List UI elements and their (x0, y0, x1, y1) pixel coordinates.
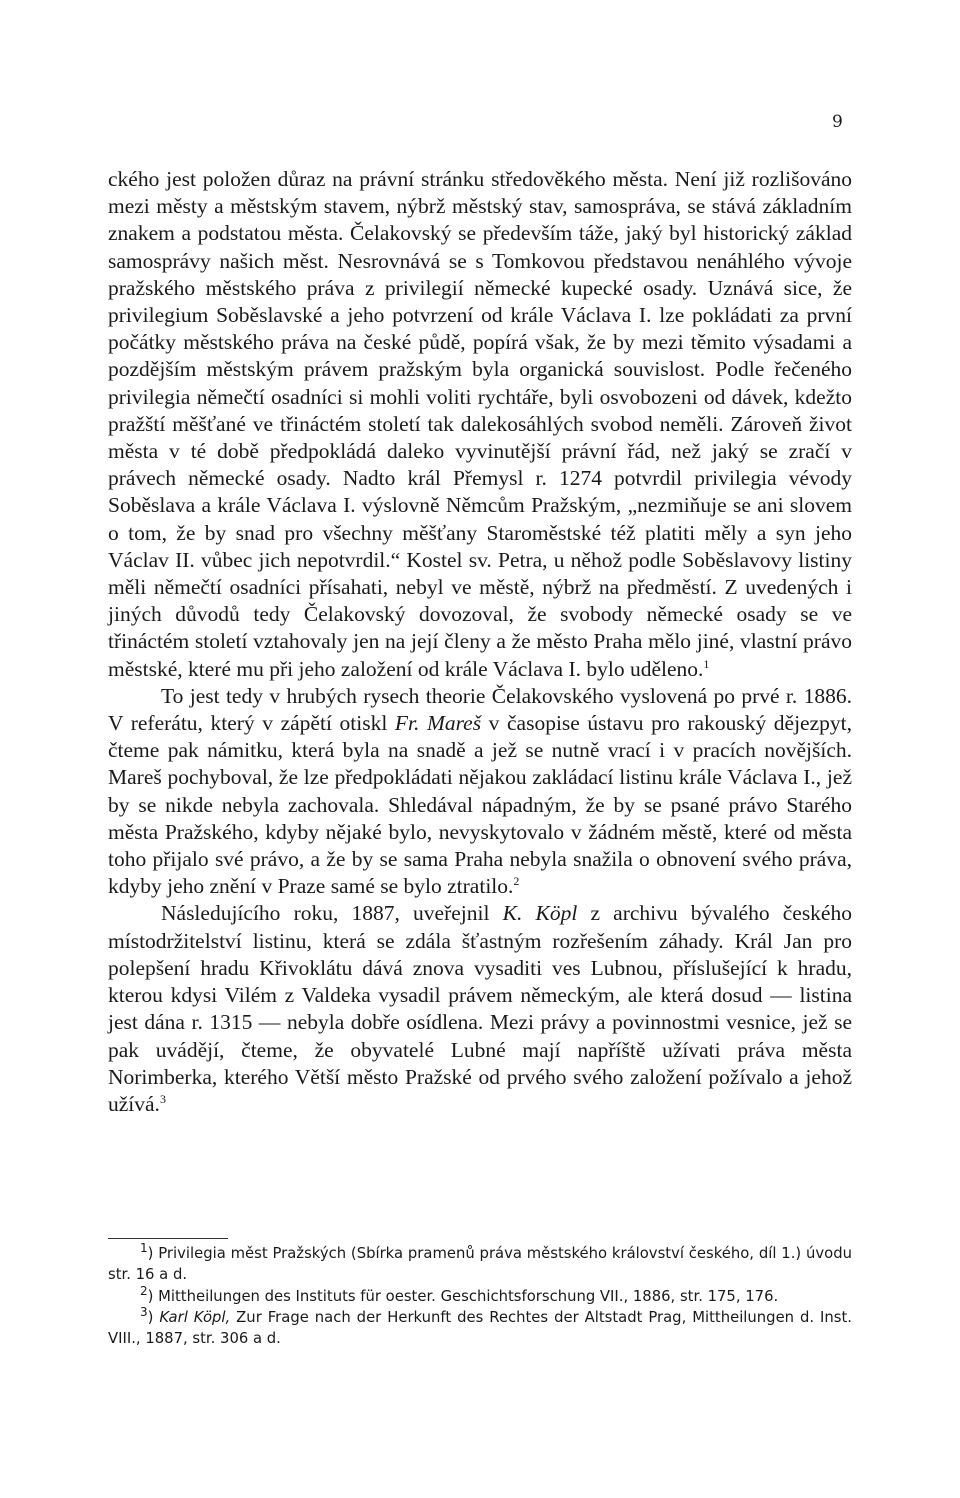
text-run: z archivu bývalého českého místodržitelství listinu, která se zdála šťastným rozřešením záhady. Král Jan pro polepšení hradu Křivoklátu dává znova vysaditi ves Lubnou, příslušející k hradu, kterou kdysi Vilém z Valdeka vysadil právem německým, ale která dosud — listina jest dána r. 1315 — nebyla dobře osídlena. Mezi právy a povinnostmi vesnice, jež se pak uvádějí, čteme, že obyvatelé Lubné mají napříště užívati práva města Norimberka, kterého Větší město Pražské od prvého svého založení požívalo a jehož užívá. (108, 901, 852, 1116)
text-run: To jest tedy v hrubých rysech theorie Čelakovského vyslovená po prvé r. 1886. V referátu, který v zápětí otiskl (108, 683, 852, 736)
footnote-reference: 1 (703, 656, 710, 671)
footnote-marker: 1 (140, 1241, 148, 1256)
paragraph (108, 900, 852, 1118)
text-run: Zur Frage nach der Herkunft des Rechtes der Altstadt Prag, Mittheilungen d. Inst. VIII., 1887, str. 306 a d. (108, 1308, 853, 1348)
page-number: 9 (832, 112, 843, 132)
footnote-reference: 2 (513, 874, 520, 889)
text-run: ckého jest položen důraz na právní stránku středověkého města. Není již rozlišováno mezi městy a městským stavem, nýbrž městský stav, samospráva, se stává základním znakem a podstatou města. Čelakovský se především táže, jaký byl historický základ samosprávy našich měst. Nesrovnává se s Tomkovou představou nenáhlého vývoje pražského městského práva z privilegií německé kupecké osady. Uznává sice, že privilegium Soběslavské a jeho potvrzení od krále Václava I. lze pokládati za první počátky městského práva na české půdě, popírá však, že by mezi těmito výsadami a pozdějším městským právem pražským byla organická souvislost. Podle řečeného privilegia němečtí osadníci si mohli voliti rychtáře, byli osvobozeni od dávek, kdežto pražští měšťané ve třináctém století tak dalekosáhlých svobod neměli. Zároveň život města v té době předpokládá daleko vyvinutější právní řád, než jaký se zračí v právech německé osady. Nadto král Přemysl r. 1274 potvrdil privilegia vévody Soběslava a krále Václava I. výslovně Němcům Pražským, „nezmiňuje se ani slovem o tom, že by snad pro všechny měšťany Staroměstské též platiti měly a syn jeho Václav II. vůbec jich nepotvrdil.“ Kostel sv. Petra, u něhož podle Soběslavovy listiny měli němečtí osadníci přísahati, nebyl ve městě, nýbrž na předměstí. Z uvedených i jiných důvodů tedy Čelakovský dovozoval, že svobody německé osady se ve třináctém století vztahovaly jen na její členy a že město Praha mělo jiné, vlastní právo městské, které mu při jeho založení od krále Václava I. bylo uděleno. (108, 167, 852, 681)
italic-text: K. Köpl (502, 901, 578, 926)
paragraph (108, 166, 852, 683)
italic-text: Karl Köpl, (159, 1308, 231, 1326)
text-run: Privilegia měst Pražských (Sbírka pramenů práva městského království českého, díl 1.) úvodu str. 16 a d. (108, 1245, 852, 1284)
body-text (108, 166, 852, 1118)
footnote-reference: 3 (159, 1091, 166, 1106)
text-run: v časopise ústavu pro rakouský dějezpyt, čteme pak námitku, která byla na snadě a jež se nutně vrací i v pracích novějších. Mareš pochyboval, že lze předpokládati nějakou zakládací listinu krále Václava I., jež by se nikde nebyla zachovala. Shledával nápadným, že by se psané právo Starého města Pražského, kdyby nějaké bylo, nevyskytovalo v žádném městě, které od města toho přijalo své právo, a že by se sama Praha nebyla snažila o obnovení svého práva, kdyby jeho znění v Praze samé se bylo ztratilo. (108, 711, 852, 899)
footnote: $^1$) Privilegia měst Pražských (Sbírka pramenů práva městského království českého, díl 1.) úvodu str. 16 a d. (108, 1241, 852, 1284)
text-run: Mittheilungen des Instituts für oester. Geschichtsforschung VII., 1886, str. 175, 176. (158, 1287, 779, 1305)
footnote-marker: 3 (140, 1304, 148, 1319)
footnote-marker: 2 (140, 1283, 148, 1298)
italic-text: Fr. Mareš (394, 711, 482, 736)
footnote: $^3$) Karl Köpl, Zur Frage nach der Herkunft des Rechtes der Altstadt Prag, Mittheilungen d. Inst. VIII., 1887, str. 306 a d. (108, 1304, 853, 1348)
footnotes (108, 1243, 852, 1349)
paragraph (108, 683, 852, 901)
footnote: $^2$) Mittheilungen des Instituts für oester. Geschichtsforschung VII., 1886, str. 175, 176. (140, 1283, 779, 1305)
text-run: Následujícího roku, 1887, uveřejnil (161, 901, 503, 926)
footnote-divider (108, 1238, 228, 1239)
